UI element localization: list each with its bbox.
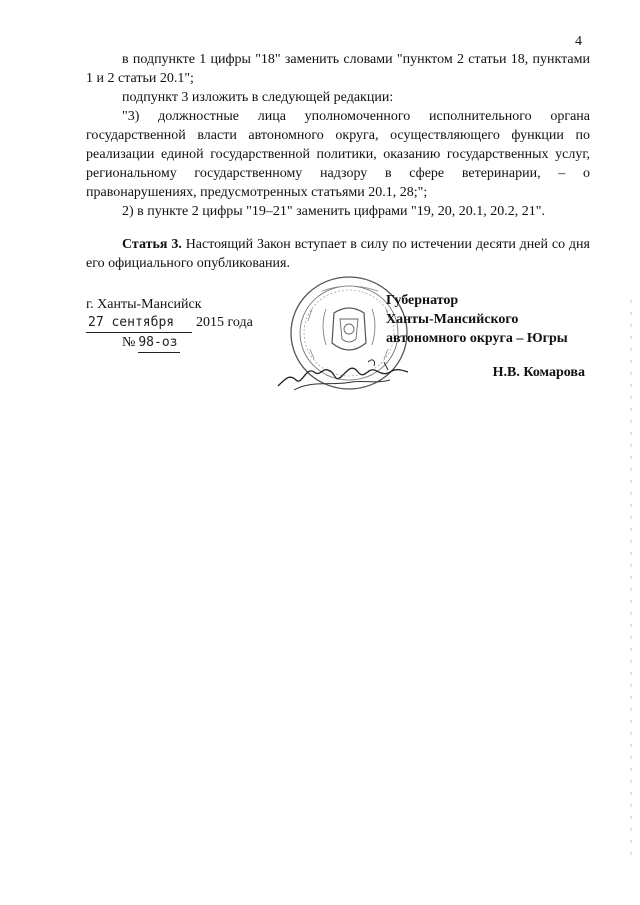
article-label: Статья 3. [122,237,182,252]
governor-title [386,291,568,348]
date-year: 2015 года [196,315,253,330]
paragraph: в подпункте 1 цифры "18" заменить словами "пунктом 2 статьи 18, пунктами 1 и 2 статьи 20.1"; [86,52,590,86]
paragraph: 2) в пункте 2 цифры "19–21" заменить цифрами "19, 20, 20.1, 20.2, 21". [122,204,545,219]
scan-margin-marks [628,300,634,860]
number-sign: № [122,335,136,350]
governor-line-1: Губернатор [386,293,459,308]
article-text: Настоящий Закон вступает в силу по истечении десяти дней со дня его официального опубликования. [86,237,590,271]
governor-name: Н.В. Комарова [492,365,585,380]
handwritten-date: 27 сентября [86,313,192,333]
handwritten-number: 98-оз [138,333,180,353]
law-number [122,333,180,353]
document-body [86,50,590,273]
signature-icon [272,350,422,395]
page-number: 4 [575,34,582,49]
paragraph: подпункт 3 изложить в следующей редакции: [122,90,394,105]
article-3-paragraph [86,235,590,273]
signing-city: г. Ханты-Мансийск [86,297,202,312]
paragraph: "3) должностные лица уполномоченного исполнительного органа государственной власти автономного округа, осуществляющего функции по реализации единой государственной политики, оказанию государственных услуг, региональному государственному надзору в сфере ветеринарии, – о правонарушениях, предусмотренных статьями 20.1, 28;"; [86,109,590,200]
signing-date [86,313,253,333]
governor-line-2: Ханты-Мансийского [386,312,519,327]
governor-line-3: автономного округа – Югры [386,331,568,346]
